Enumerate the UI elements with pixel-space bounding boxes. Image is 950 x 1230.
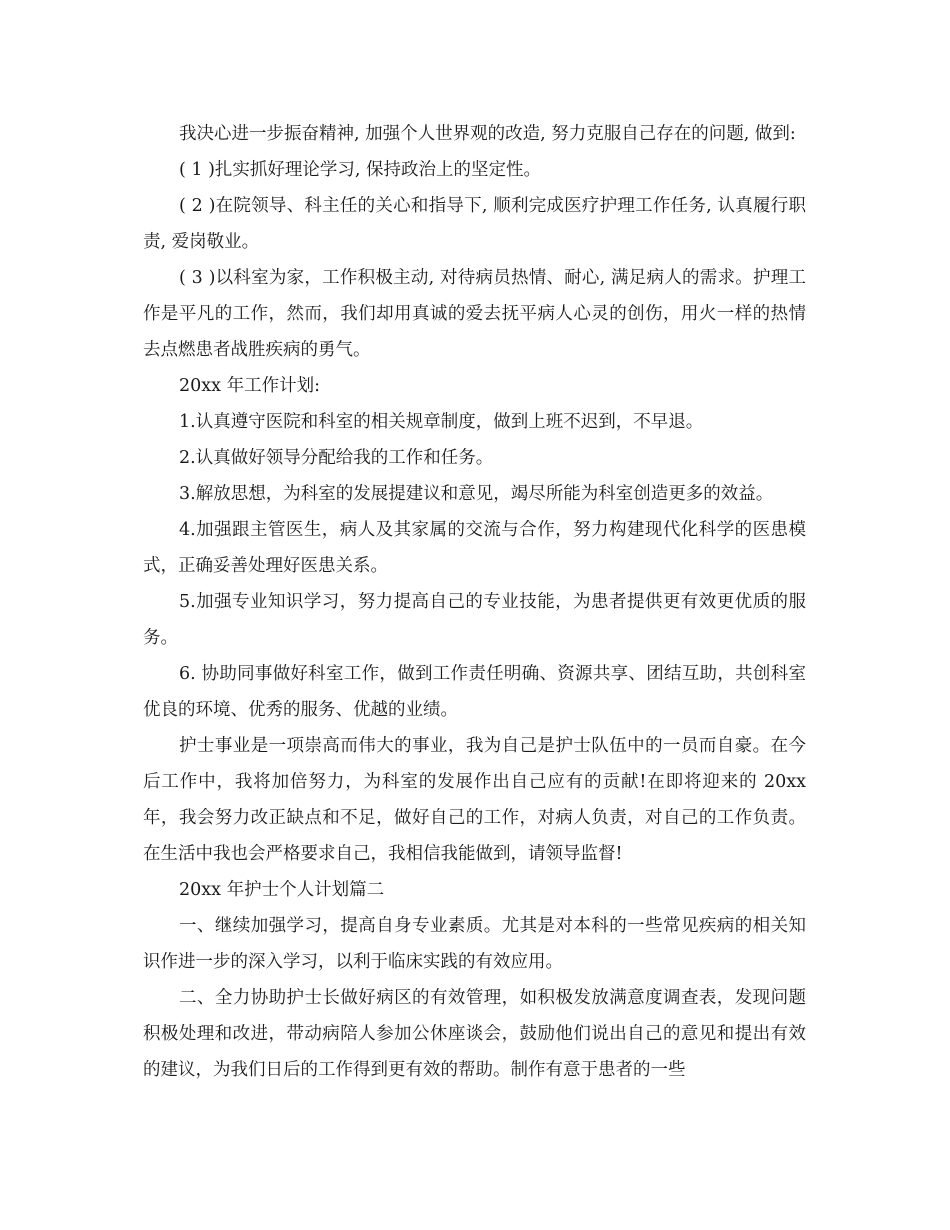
plan-item-4: 4.加强跟主管医生，病人及其家属的交流与合作，努力构建现代化科学的医患模式，正确妥善处理好医患关系。 [143,520,806,576]
paragraph-item-3: ( 3 )以科室为家，工作积极主动, 对待病员热情、耐心, 满足病人的需求。护理工作是平凡的工作，然而，我们却用真诚的爱去抚平病人心灵的创伤，用火一样的热情去点燃患者战胜疾病的勇气。 [143,268,806,360]
paragraph-resolve: 我决心进一步振奋精神, 加强个人世界观的改造, 努力克服自己存在的问题, 做到: [179,124,796,144]
paragraph-part-two-1: 一、继续加强学习，提高自身专业素质。尤其是对本科的一些常见疾病的相关知识作进一步的深入学习，以利于临床实践的有效应用。 [143,916,806,972]
plan-item-5: 5.加强专业知识学习，努力提高自己的专业技能，为患者提供更有效更优质的服务。 [143,592,806,648]
plan-item-2: 2.认真做好领导分配给我的工作和任务。 [179,448,494,468]
document-body [143,116,806,1088]
section-heading-work-plan: 20xx 年工作计划: [179,376,320,396]
section-heading-part-two: 20xx 年护士个人计划篇二 [179,880,385,900]
paragraph-item-2: ( 2 )在院领导、科主任的关心和指导下, 顺利完成医疗护理工作任务, 认真履行职责, 爱岗敬业。 [143,196,806,252]
paragraph-part-two-2: 二、全力协助护士长做好病区的有效管理，如积极发放满意度调查表，发现问题积极处理和改进，带动病陪人参加公休座谈会，鼓励他们说出自己的意见和提出有效的建议，为我们日后的工作得到更有效的帮助。制作有意于患者的一些 [143,988,806,1080]
plan-item-6: 6. 协助同事做好科室工作，做到工作责任明确、资源共享、团结互助，共创科室优良的环境、优秀的服务、优越的业绩。 [143,664,806,720]
plan-item-3: 3.解放思想，为科室的发展提建议和意见，竭尽所能为科室创造更多的效益。 [179,484,774,504]
paragraph-closing: 护士事业是一项崇高而伟大的事业，我为自己是护士队伍中的一员而自豪。在今后工作中，我将加倍努力，为科室的发展作出自己应有的贡献!在即将迎来的 20xx 年，我会努力改正缺点和不足，做好自己的工作，对病人负责，对自己的工作负责。在生活中我也会严格要求自己，我相信我能做到，请领导监督! [143,736,806,864]
paragraph-item-1: ( 1 )扎实抓好理论学习, 保持政治上的坚定性。 [179,160,542,180]
plan-item-1: 1.认真遵守医院和科室的相关规章制度，做到上班不迟到，不早退。 [179,412,704,432]
